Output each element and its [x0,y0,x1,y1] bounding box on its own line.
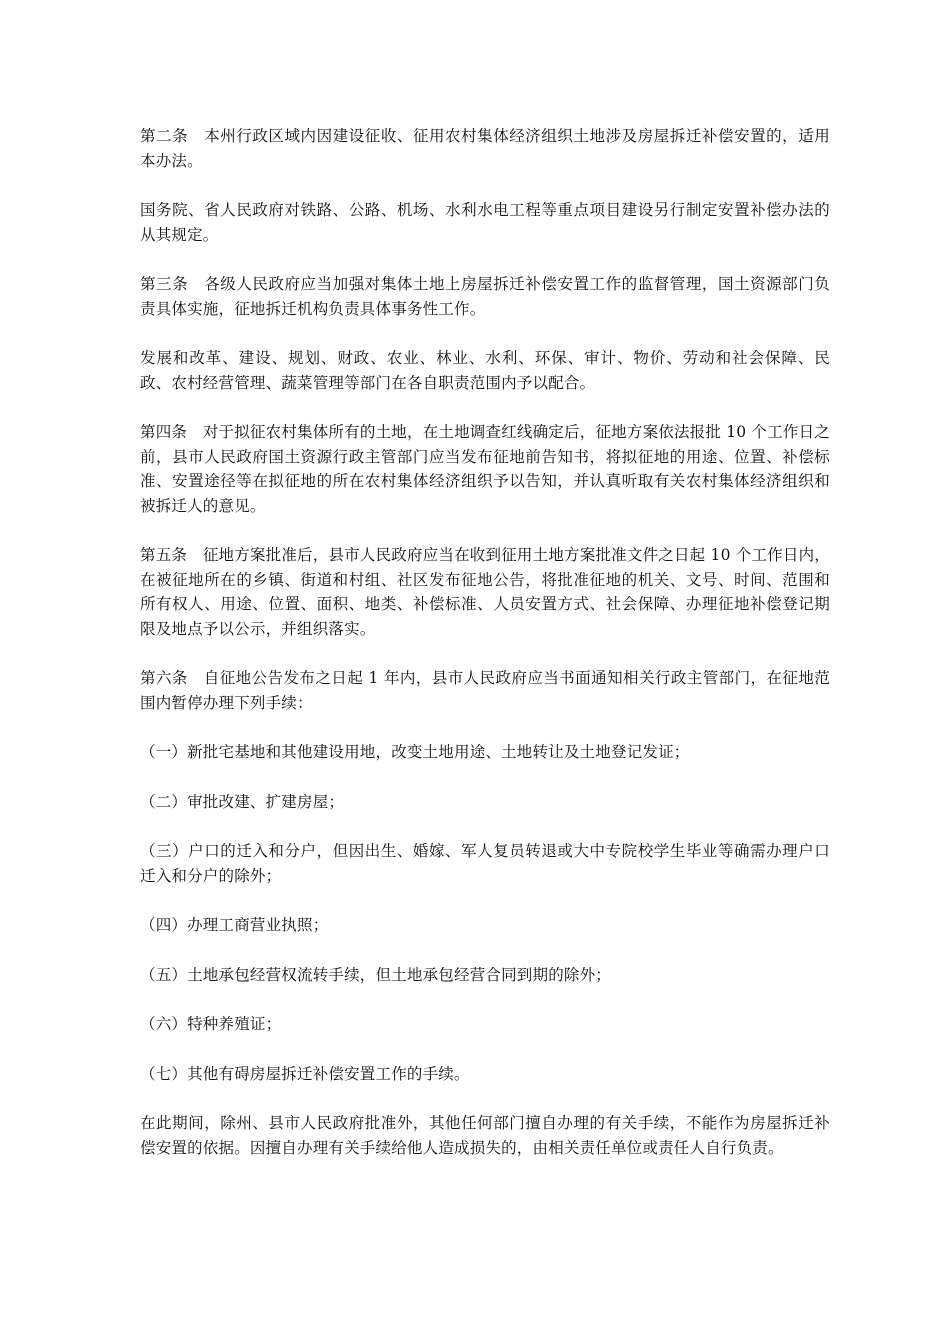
list-item-7: （七）其他有碍房屋拆迁补偿安置工作的手续。 [140,1064,470,1083]
paragraph-article-6: 第六条 自征地公告发布之日起 1 年内，县市人民政府应当书面通知相关行政主管部门，在征地范围内暂停办理下列手续： [140,669,830,712]
paragraph-closing: 在此期间，除州、县市人民政府批准外，其他任何部门擅自办理的有关手续，不能作为房屋拆迁补偿安置的依据。因擅自办理有关手续给他人造成损失的，由相关责任单位或责任人自行负责。 [140,1114,830,1157]
paragraph-article-2-clause: 国务院、省人民政府对铁路、公路、机场、水利水电工程等重点项目建设另行制定安置补偿办法的从其规定。 [140,201,830,244]
paragraph-article-4: 第四条 对于拟征农村集体所有的土地，在土地调查红线确定后，征地方案依法报批 10 个工作日之前，县市人民政府国土资源行政主管部门应当发布征地前告知书，将拟征地的用途、位置、补偿标准、安置途径等在拟征地的所在农村集体经济组织予以告知，并认真听取有关农村集体经济组织和被拆迁人的意见。 [140,423,830,515]
list-item-6: （六）特种养殖证； [140,1015,282,1033]
list-item-2: （二）审批改建、扩建房屋； [140,792,345,811]
paragraph-article-5: 第五条 征地方案批准后，县市人民政府应当在收到征用土地方案批准文件之日起 10 个工作日内，在被征地所在的乡镇、街道和村组、社区发布征地公告，将批准征地的机关、文号、时间、范围和所有权人、用途、位置、面积、地类、补偿标准、人员安置方式、社会保障、办理征地补偿登记期限及地点予以公示，并组织落实。 [140,546,830,638]
document-body [140,124,830,1160]
list-item-4: （四）办理工商营业执照； [140,916,329,934]
list-item-3: （三）户口的迁入和分户，但因出生、婚嫁、军人复员转退或大中专院校学生毕业等确需办理户口迁入和分户的除外； [140,842,830,885]
list-item-1: （一）新批宅基地和其他建设用地，改变土地用途、土地转让及土地登记发证； [140,743,690,761]
paragraph-article-3-clause: 发展和改革、建设、规划、财政、农业、林业、水利、环保、审计、物价、劳动和社会保障、民政、农村经营管理、蔬菜管理等部门在各自职责范围内予以配合。 [140,349,830,392]
paragraph-article-3: 第三条 各级人民政府应当加强对集体土地上房屋拆迁补偿安置工作的监督管理，国土资源部门负责具体实施，征地拆迁机构负责具体事务性工作。 [140,275,830,318]
paragraph-article-2: 第二条 本州行政区域内因建设征收、征用农村集体经济组织土地涉及房屋拆迁补偿安置的，适用本办法。 [140,127,830,170]
list-item-5: （五）土地承包经营权流转手续，但土地承包经营合同到期的除外； [140,965,612,984]
